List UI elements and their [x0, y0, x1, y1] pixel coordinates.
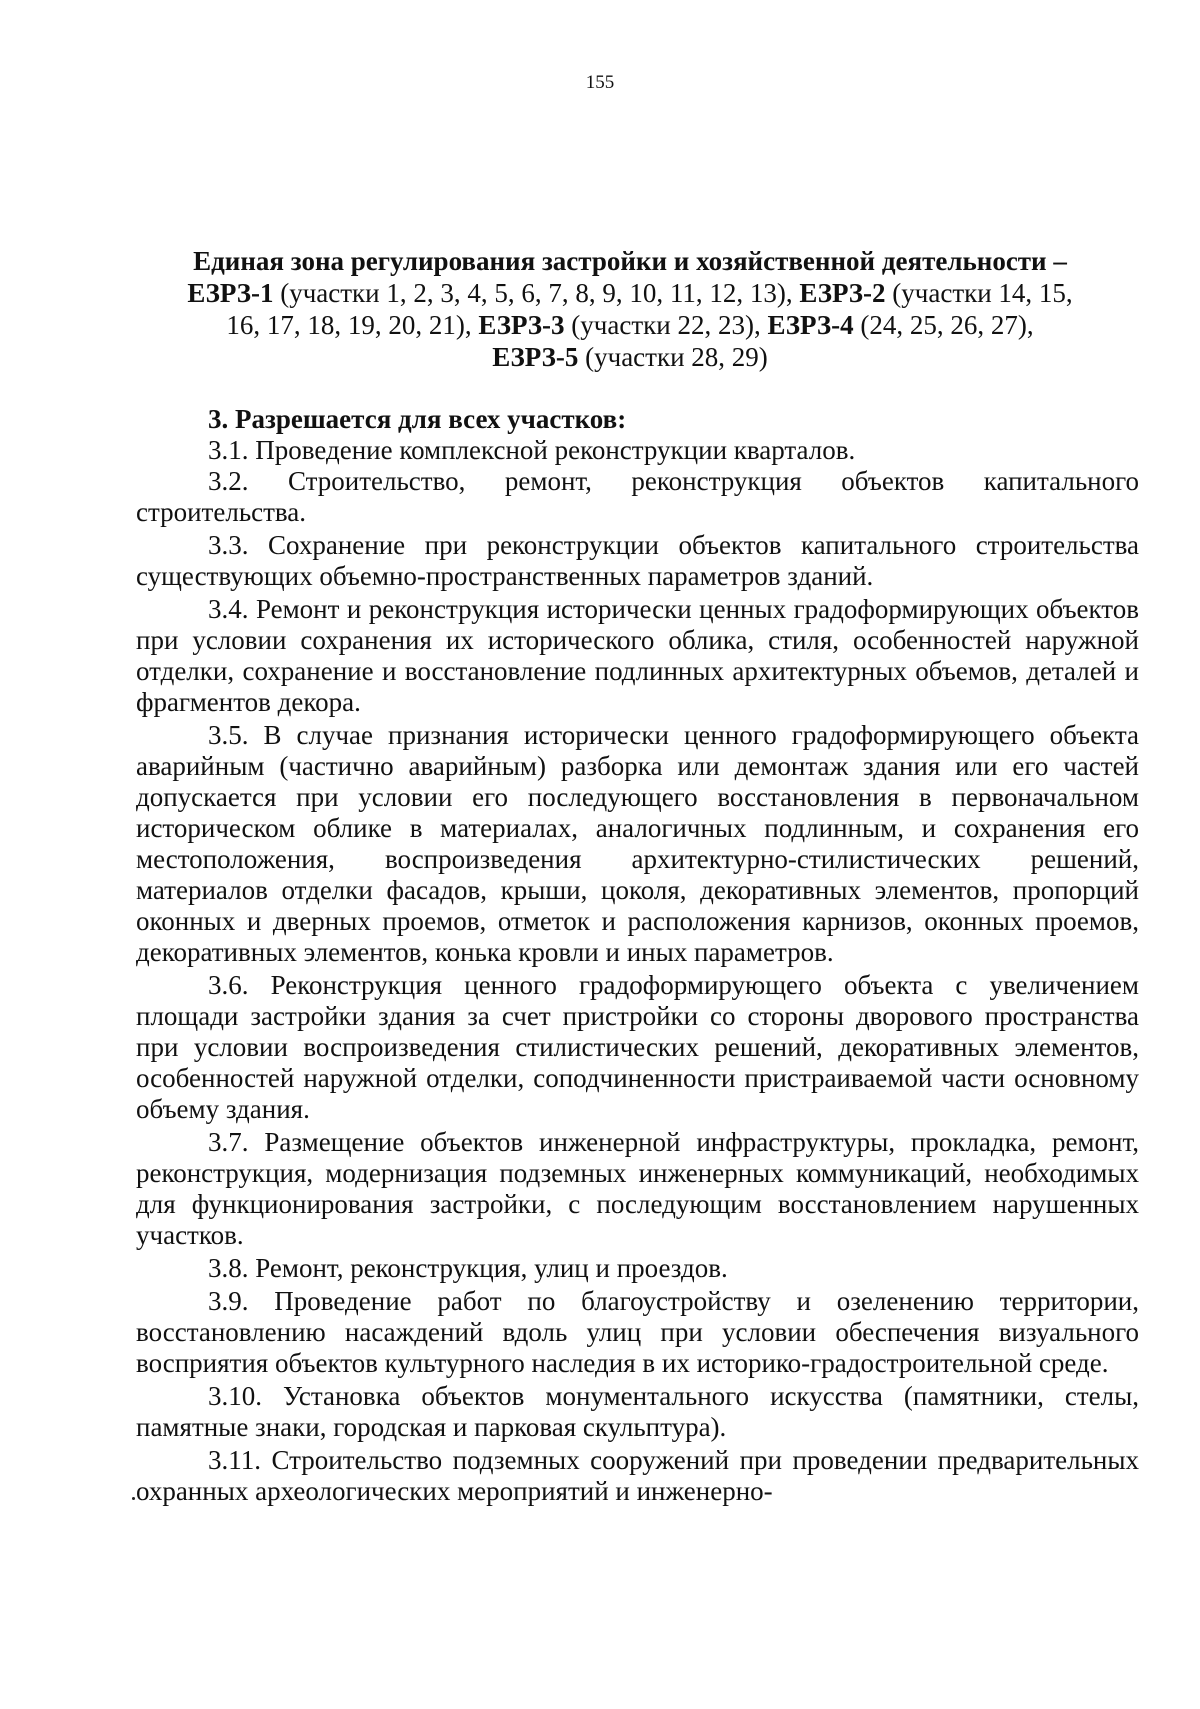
paragraph-3-3: 3.3. Сохранение при реконструкции объектов капитального строительства существующих объемно-пространственных параметров зданий. [136, 530, 1139, 591]
zone-code-ezrz-1: ЕЗРЗ-1 [187, 278, 274, 308]
paragraph-3-10: 3.10. Установка объектов монументального искусства (памятники, стелы, памятные знаки, городская и парковая скульптура). [136, 1381, 1139, 1442]
zone-plots-ezrz-5: (участки 28, 29) [578, 342, 768, 372]
zone-code-ezrz-5: ЕЗРЗ-5 [492, 342, 579, 372]
zone-plots-ezrz-1: (участки 1, 2, 3, 4, 5, 6, 7, 8, 9, 10, 11, 12, 13), [273, 278, 800, 308]
paragraph-3-5: 3.5. В случае признания исторически ценного градоформирующего объекта аварийным (частично аварийным) разборка или демонтаж здания или его частей допускается при условии его последующего восстановления в первоначальном историческом облике в материалах, аналогичных подлинным, и сохранения его местоположения, воспроизведения архитектурно-стилистических решений, материалов отделки фасадов, крыши, цоколя, декоративных элементов, пропорций оконных и дверных проемов, отметок и расположения карнизов, оконных проемов, декоративных элементов, конька кровли и иных параметров. [136, 720, 1139, 967]
heading-line-2 [130, 277, 1130, 309]
heading-line-1 [130, 245, 1130, 277]
zone-plots-ezrz-3: (участки 22, 23), [564, 310, 768, 340]
paragraph-3-9: 3.9. Проведение работ по благоустройству и озеленению территории, восстановлению насаждений вдоль улиц при условии обеспечения визуального восприятия объектов культурного наследия в их историко-градостроительной среде. [136, 1286, 1139, 1378]
paragraph-3-7: 3.7. Размещение объектов инженерной инфраструктуры, прокладка, ремонт, реконструкция, модернизация подземных инженерных коммуникаций, необходимых для функционирования застройки, с последующим восстановлением нарушенных участков. [136, 1127, 1139, 1250]
paragraph-3-8: 3.8. Ремонт, реконструкция, улиц и проездов. [208, 1253, 728, 1283]
heading-title: Единая зона регулирования застройки и хозяйственной деятельности – [193, 246, 1067, 276]
paragraph-3-1: 3.1. Проведение комплексной реконструкции кварталов. [208, 435, 856, 465]
scan-speck [132, 1497, 135, 1500]
document-body [136, 404, 1139, 1507]
zone-code-ezrz-4: ЕЗРЗ-4 [767, 310, 854, 340]
heading-line-3 [130, 309, 1130, 341]
paragraph-3-2: 3.2. Строительство, ремонт, реконструкция объектов капитального строительства. [136, 466, 1139, 527]
paragraph-3-11: 3.11. Строительство подземных сооружений при проведении предварительных охранных археологических мероприятий и инженерно- [136, 1445, 1139, 1506]
heading-line-4 [130, 341, 1130, 373]
zone-code-ezrz-3: ЕЗРЗ-3 [478, 310, 565, 340]
zone-plots-ezrz-2-cont: 16, 17, 18, 19, 20, 21), [226, 310, 479, 340]
zone-code-ezrz-2: ЕЗРЗ-2 [799, 278, 886, 308]
page-number: 155 [585, 72, 615, 93]
section-title: 3. Разрешается для всех участков: [208, 404, 627, 434]
document-heading [130, 245, 1130, 373]
zone-plots-ezrz-2: (участки 14, 15, [885, 278, 1073, 308]
paragraph-3-4: 3.4. Ремонт и реконструкция исторически ценных градоформирующих объектов при условии сохранения их исторического облика, стиля, особенностей наружной отделки, сохранение и восстановление подлинных архитектурных объемов, деталей и фрагментов декора. [136, 594, 1139, 717]
paragraph-3-6: 3.6. Реконструкция ценного градоформирующего объекта с увеличением площади застройки здания за счет пристройки со стороны дворового пространства при условии воспроизведения стилистических решений, декоративных элементов, особенностей наружной отделки, соподчиненности пристраиваемой части основному объему здания. [136, 970, 1139, 1124]
zone-plots-ezrz-4: (24, 25, 26, 27), [853, 310, 1034, 340]
